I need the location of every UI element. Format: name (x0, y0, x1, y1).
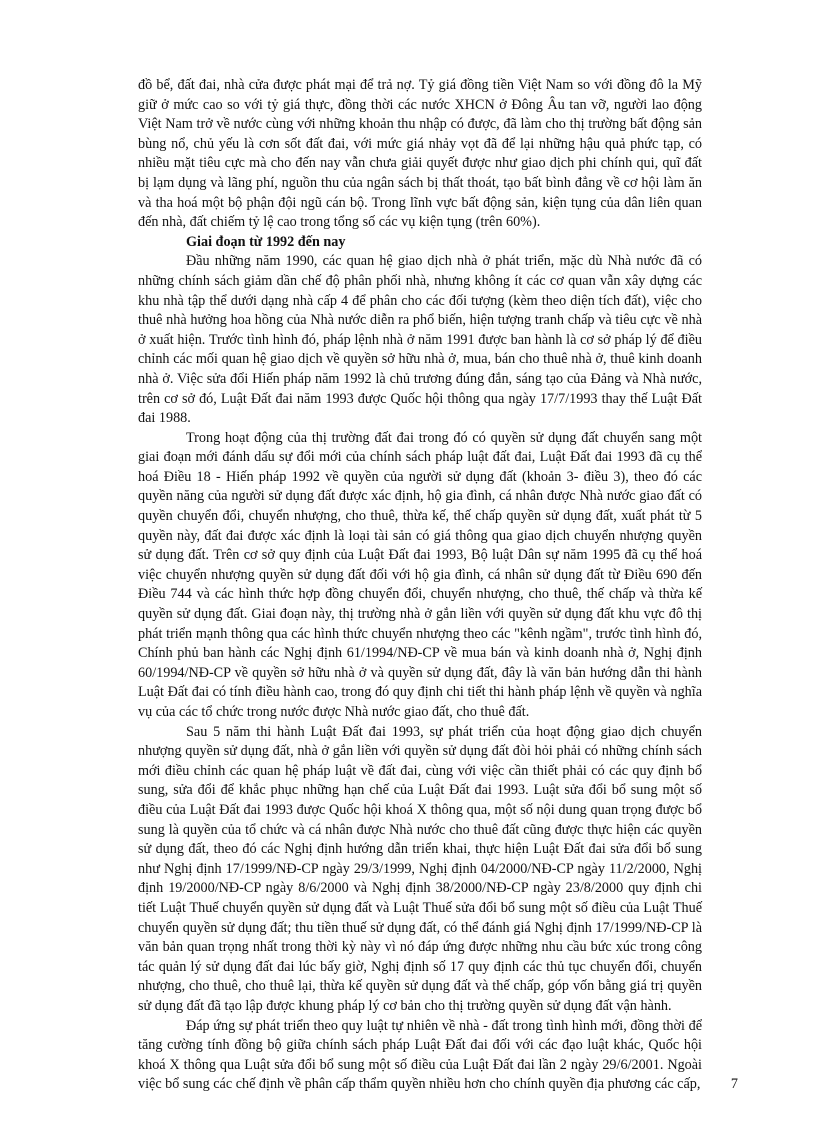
paragraph-continuation: đồ bể, đất đai, nhà cửa được phát mại để trả nợ. Tỷ giá đồng tiền Việt Nam so với đồng đô la Mỹ giữ ở mức cao so với tỷ giá thực, đồng thời các nước XHCN ở Đông Âu tan vỡ, người lao động Việt Nam trở về nước cùng với những khoản thu nhập có được, đã làm cho thị trường bất động sản bùng nổ, chủ yếu là cơn sốt đất đai, với mức giá nhảy vọt đã để lại những hậu quả phức tạp, có nhiều mặt tiêu cực mà cho đến nay vẫn chưa giải quyết được như giao dịch phi chính qui, quĩ đất bị lạm dụng và lãng phí, nguồn thu của ngân sách bị thất thoát, tạo bất bình đẳng về cơ hội làm ăn và tha hoá một bộ phận đội ngũ cán bộ. Trong lĩnh vực bất động sản, kiện tụng của dân liên quan đến nhà, đất chiếm tỷ lệ cao trong tổng số các vụ kiện tụng (trên 60%). (138, 77, 702, 231)
paragraph: Trong hoạt động của thị trường đất đai trong đó có quyền sử dụng đất chuyển sang một giai đoạn mới đánh dấu sự đổi mới của chính sách pháp luật đất đai, Luật Đất đai 1993 đã cụ thể hoá Điều 18 - Hiến pháp 1992 về quyền của người sử dụng đất (khoản 3- điều 3), theo đó các quyền năng của người sử dụng đất được xác định, hộ gia đình, cá nhân được Nhà nước giao đất có quyền chuyển đổi, chuyển nhượng, cho thuê, thừa kế, thế chấp quyền sử dụng đất, xuất phát từ 5 quyền này, đất đai được xác định là loại tài sản có giá thông qua giao dịch chuyển nhượng quyền sử dụng đất. Trên cơ sở quy định của Luật Đất đai 1993, Bộ luật Dân sự năm 1995 đã cụ thể hoá việc chuyển nhượng quyền sử dụng đất đối với hộ gia đình, cá nhân sử dụng đất từ Điều 690 đến Điều 744 và các hình thức hợp đồng chuyển đổi, chuyển nhượng, cho thuê, thế chấp và thừa kế quyền sử dụng đất. Giai đoạn này, thị trường nhà ở gắn liền với quyền sử dụng đất khu vực đô thị phát triển mạnh thông qua các hình thức chuyển nhượng theo các "kênh ngầm", trước tình hình đó, Chính phủ ban hành các Nghị định 61/1994/NĐ-CP về mua bán và kinh doanh nhà ở, Nghị định 60/1994/NĐ-CP về quyền sở hữu nhà ở và quyền sử dụng đất, đây là văn bản hướng dẫn thi hành Luật Đất đai có tính điều hành cao, trong đó quy định chi tiết thi hành pháp lệnh về quyền và nghĩa vụ của các tổ chức trong nước được Nhà nước giao đất, cho thuê đất. (138, 429, 702, 720)
paragraph: Đầu những năm 1990, các quan hệ giao dịch nhà ở phát triển, mặc dù Nhà nước đã có những chính sách giảm dần chế độ phân phối nhà, nhưng không ít các cơ quan vẫn xây dựng các khu nhà tập thể dưới dạng nhà cấp 4 để phân cho các đối tượng (kèm theo diện tích đất), việc cho thuê nhà hưởng hoa hồng của Nhà nước diễn ra phổ biến, hiện tượng tranh chấp và tiêu cực về nhà ở xuất hiện. Trước tình hình đó, pháp lệnh nhà ở năm 1991 được ban hành là cơ sở pháp lý để điều chỉnh các mối quan hệ giao dịch về quyền sở hữu nhà ở, mua, bán cho thuê nhà ở, thuê kinh doanh nhà ở. Việc sửa đổi Hiến pháp năm 1992 là chủ trương đúng đắn, sáng tạo của Đảng và Nhà nước, trên cơ sở đó, Luật Đất đai năm 1993 được Quốc hội thông qua ngày 17/7/1993 thay thế Luật Đất đai 1988. (138, 253, 702, 427)
paragraph: Sau 5 năm thi hành Luật Đất đai 1993, sự phát triển của hoạt động giao dịch chuyển nhượng quyền sử dụng đất, nhà ở gắn liền với quyền sử dụng đất đòi hỏi phải có những chính sách mới điều chỉnh các quan hệ pháp luật về đất đai, cùng với việc cần thiết phải có các quy định bổ sung, sửa đổi để khắc phục những hạn chế của Luật Đất đai 1993. Luật sửa đổi bổ sung một số điều của Luật Đất đai 1993 được Quốc hội khoá X thông qua, một số nội dung quan trọng được bổ sung là quyền của tổ chức và cá nhân được Nhà nước cho thuê đất cũng được thực hiện các quyền sử dụng đất, theo đó các Nghị định hướng dẫn triển khai, thực hiện Luật Đất đai sửa đổi bổ sung như Nghị định 17/1999/NĐ-CP ngày 29/3/1999, Nghị định 04/2000/NĐ-CP ngày 11/2/2000, Nghị định 19/2000/NĐ-CP ngày 8/6/2000 và Nghị định 38/2000/NĐ-CP ngày 23/8/2000 quy định chi tiết Luật Thuế chuyển quyền sử dụng đất và Luật Thuế sửa đổi bổ sung một số điều của Luật Thuế chuyển quyền sử dụng đất; thu tiền thuế sử dụng đất, có thể đánh giá Nghị định 17/1999/NĐ-CP là văn bản quan trọng nhất trong thời kỳ này vì nó đáp ứng được những nhu cầu bức xúc trong công tác quản lý sử dụng đất đai lúc bấy giờ, Nghị định số 17 quy định các thủ tục chuyển đổi, chuyển nhượng, cho thuê, cho thuê lại, thừa kế quyền sử dụng đất và thế chấp, góp vốn bằng giá trị quyền sử dụng đất đã tạo lập được khung pháp lý cơ bản cho thị trường quyền sử dụng đất vận hành. (138, 723, 702, 1014)
paragraph: Đáp ứng sự phát triển theo quy luật tự nhiên về nhà - đất trong tình hình mới, đồng thời để tăng cường tính đồng bộ giữa chính sách pháp Luật Đất đai đối với các đạo luật khác, Quốc hội khoá X thông qua Luật sửa đổi bổ sung một số điều của Luật Đất đai lần 2 ngày 29/6/2001. Ngoài việc bổ sung các chế định về phân cấp thẩm quyền nhiều hơn cho chính quyền địa phương các cấp, (138, 1017, 702, 1093)
document-body (138, 76, 702, 1095)
page-number: 7 (730, 1076, 738, 1092)
section-heading: Giai đoạn từ 1992 đến nay (186, 233, 346, 250)
